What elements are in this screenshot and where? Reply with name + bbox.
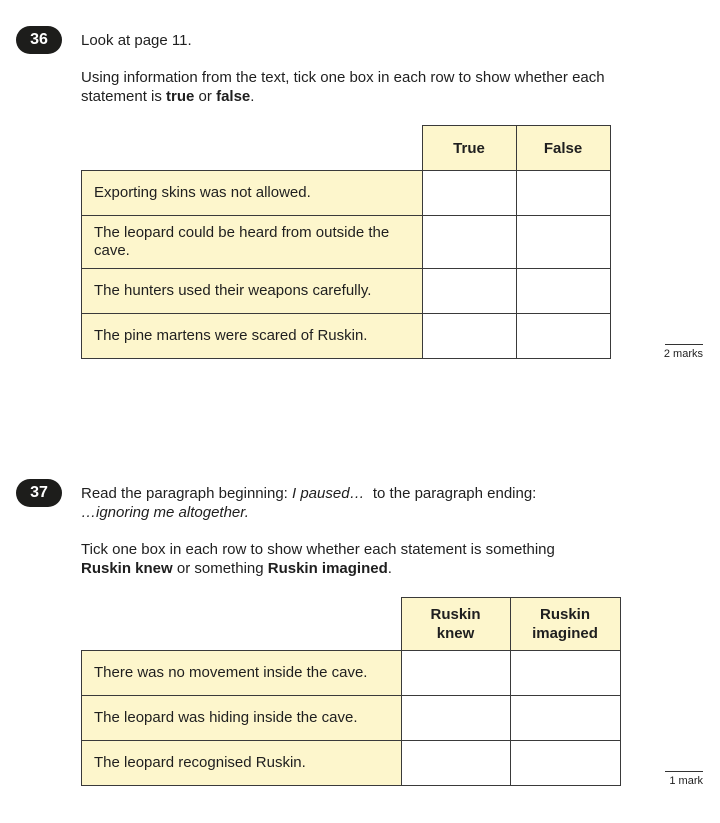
prompt-true-emphasis: true — [166, 88, 195, 105]
tick-box-true[interactable] — [422, 216, 516, 269]
marks-indicator — [664, 344, 703, 360]
column-header-false: False — [516, 126, 610, 171]
question-number-badge: 37 — [16, 479, 62, 507]
question-instruction: Look at page 11. — [81, 32, 192, 49]
tick-box-false[interactable] — [516, 269, 610, 314]
prompt-text: or something — [172, 560, 268, 577]
instruction-text: Read the paragraph beginning: — [81, 485, 292, 502]
column-header-ruskin-imagined — [510, 598, 620, 651]
prompt-text: Using information from the text, tick one box in each row to show whether each statement is — [81, 69, 605, 105]
table-row — [82, 696, 621, 741]
tick-box-true[interactable] — [422, 269, 516, 314]
empty-corner-cell — [82, 598, 402, 651]
statement-cell: The leopard recognised Ruskin. — [82, 741, 402, 786]
question-prompt — [81, 68, 641, 106]
empty-corner-cell — [82, 126, 423, 171]
table-row — [82, 216, 611, 269]
tick-box-knew[interactable] — [401, 696, 510, 741]
prompt-text: . — [387, 560, 392, 577]
tick-box-knew[interactable] — [401, 651, 510, 696]
tick-box-false[interactable] — [516, 216, 610, 269]
statement-cell: There was no movement inside the cave. — [82, 651, 402, 696]
prompt-option-knew: Ruskin knew — [81, 560, 173, 577]
statement-cell: Exporting skins was not allowed. — [82, 171, 423, 216]
instruction-quote-start: I paused… — [292, 485, 365, 502]
table-row — [82, 269, 611, 314]
tick-box-imagined[interactable] — [510, 741, 620, 786]
knew-imagined-table — [81, 597, 621, 786]
question-instruction — [81, 484, 641, 522]
marks-label: 2 marks — [663, 348, 703, 360]
prompt-text: or — [194, 88, 217, 105]
column-header-ruskin-knew — [401, 598, 510, 651]
statement-cell: The hunters used their weapons carefully. — [82, 269, 423, 314]
statement-cell: The leopard was hiding inside the cave. — [82, 696, 402, 741]
tick-box-imagined[interactable] — [510, 696, 620, 741]
prompt-option-imagined: Ruskin imagined — [267, 560, 388, 577]
marks-rule — [665, 344, 703, 345]
header-line: knew — [436, 625, 475, 642]
tick-box-false[interactable] — [516, 314, 610, 359]
table-row — [82, 314, 611, 359]
prompt-text: Tick one box in each row to show whether each statement is something — [81, 541, 555, 558]
table-row — [82, 651, 621, 696]
marks-rule — [665, 771, 703, 772]
header-line: imagined — [532, 625, 598, 642]
marks-indicator — [665, 771, 703, 787]
tick-box-knew[interactable] — [401, 741, 510, 786]
table-row — [82, 171, 611, 216]
tick-box-true[interactable] — [422, 314, 516, 359]
tick-box-true[interactable] — [422, 171, 516, 216]
marks-label: 1 mark — [669, 775, 703, 787]
column-header-true: True — [422, 126, 516, 171]
prompt-text: . — [250, 88, 255, 105]
tick-box-false[interactable] — [516, 171, 610, 216]
statement-cell: The pine martens were scared of Ruskin. — [82, 314, 423, 359]
prompt-false-emphasis: false — [216, 88, 251, 105]
true-false-table — [81, 125, 611, 359]
tick-box-imagined[interactable] — [510, 651, 620, 696]
statement-cell: The leopard could be heard from outside the cave. — [82, 216, 423, 269]
instruction-text: to the paragraph ending: — [364, 485, 537, 502]
question-number-badge: 36 — [16, 26, 62, 54]
header-line: Ruskin — [430, 606, 481, 623]
question-prompt — [81, 540, 651, 578]
table-row — [82, 741, 621, 786]
header-line: Ruskin — [539, 606, 590, 623]
instruction-quote-end: …ignoring me altogether. — [81, 504, 249, 521]
